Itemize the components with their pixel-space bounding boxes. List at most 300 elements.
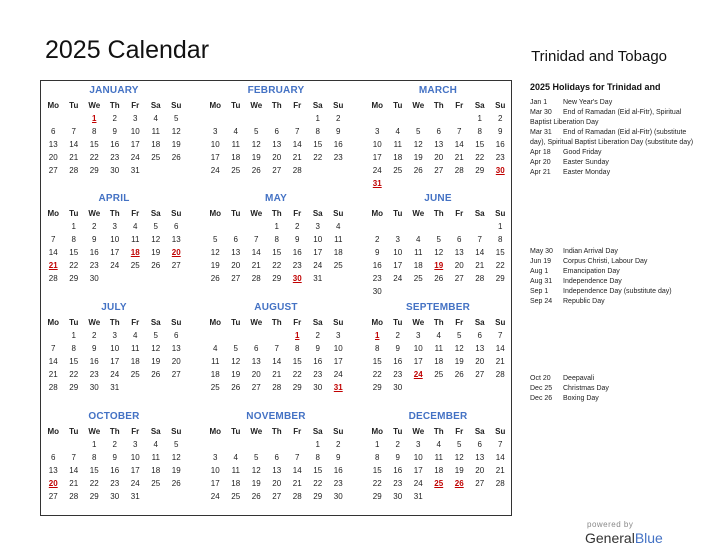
day-cell: 5 — [233, 344, 238, 353]
day-cell: 8 — [92, 453, 97, 462]
day-cell: 6 — [174, 222, 179, 231]
day-cell: 22 — [69, 370, 79, 379]
empty-cell — [267, 438, 288, 451]
day-cell: 20 — [475, 357, 485, 366]
day-cell: 2 — [92, 222, 97, 231]
weekday-header: Su — [171, 427, 182, 436]
weekday-header: Su — [495, 209, 506, 218]
empty-cell — [43, 220, 64, 233]
day-cell: 14 — [251, 248, 261, 257]
holiday-day-cell: 30 — [292, 274, 302, 283]
holiday-date: Jun 19 — [530, 258, 552, 265]
holiday-day-cell: 1 — [295, 331, 300, 340]
weekday-header: Th — [271, 101, 282, 110]
day-cell: 16 — [495, 140, 505, 149]
empty-cell — [267, 329, 288, 342]
weekday-header: Mo — [371, 209, 384, 218]
day-cell: 24 — [210, 166, 220, 175]
day-cell: 27 — [434, 166, 444, 175]
day-cell: 14 — [292, 466, 302, 475]
month-name: JULY — [101, 302, 127, 313]
day-cell: 30 — [372, 287, 382, 296]
weekday-header: Th — [109, 318, 120, 327]
weekday-header: Th — [109, 101, 120, 110]
month-days-grid — [367, 425, 509, 503]
day-cell: 28 — [495, 370, 505, 379]
day-cell: 6 — [477, 331, 482, 340]
holidays-title: 2025 Holidays for Trinidad and — [530, 82, 661, 92]
weekday-header: Tu — [69, 427, 79, 436]
day-cell: 2 — [295, 222, 300, 231]
day-cell: 28 — [292, 492, 302, 501]
day-cell: 21 — [495, 357, 505, 366]
month-days-grid — [205, 207, 347, 285]
holiday-day-cell: 19 — [434, 261, 444, 270]
day-cell: 10 — [210, 466, 220, 475]
day-cell: 24 — [372, 166, 382, 175]
day-cell: 13 — [272, 140, 282, 149]
day-cell: 10 — [130, 127, 140, 136]
day-cell: 16 — [110, 140, 120, 149]
day-cell: 1 — [274, 222, 279, 231]
day-cell: 26 — [434, 274, 444, 283]
holiday-name: End of Ramadan (Eid al-Fitr), Spiritual Baptist Liberation Day — [530, 109, 682, 126]
day-cell: 6 — [457, 235, 462, 244]
day-cell: 21 — [292, 479, 302, 488]
day-cell: 25 — [231, 166, 241, 175]
day-cell: 2 — [92, 331, 97, 340]
day-cell: 12 — [231, 357, 241, 366]
day-cell: 13 — [475, 453, 485, 462]
day-cell: 13 — [434, 140, 444, 149]
weekday-header: We — [250, 427, 263, 436]
day-cell: 8 — [375, 453, 380, 462]
day-cell: 26 — [171, 479, 181, 488]
day-cell: 18 — [231, 153, 241, 162]
holiday-day-cell: 24 — [413, 370, 423, 379]
day-cell: 6 — [477, 440, 482, 449]
day-cell: 17 — [313, 248, 323, 257]
empty-cell — [246, 112, 267, 125]
day-cell: 28 — [292, 166, 302, 175]
day-cell: 11 — [414, 248, 423, 257]
day-cell: 18 — [231, 479, 241, 488]
calendar-grid — [40, 80, 512, 516]
day-cell: 23 — [110, 153, 120, 162]
day-cell: 30 — [110, 492, 120, 501]
day-cell: 10 — [413, 344, 423, 353]
empty-cell — [408, 112, 429, 125]
day-cell: 5 — [416, 127, 421, 136]
day-cell: 16 — [89, 357, 99, 366]
day-cell: 17 — [333, 357, 343, 366]
weekday-header: Mo — [209, 101, 222, 110]
day-cell: 11 — [393, 140, 402, 149]
day-cell: 25 — [434, 370, 444, 379]
day-cell: 23 — [89, 261, 99, 270]
holiday-list-item — [530, 267, 695, 277]
day-cell: 28 — [272, 383, 282, 392]
weekday-header: Fr — [293, 101, 302, 110]
holiday-name: Independence Day — [563, 278, 622, 285]
day-cell: 10 — [130, 453, 140, 462]
holiday-date: Sep 1 — [530, 288, 549, 295]
holiday-list-item — [530, 98, 695, 108]
weekday-header: Th — [271, 318, 282, 327]
day-cell: 14 — [48, 357, 58, 366]
day-cell: 15 — [475, 140, 485, 149]
day-cell: 11 — [434, 344, 443, 353]
day-cell: 6 — [274, 453, 279, 462]
day-cell: 15 — [495, 248, 505, 257]
day-cell: 27 — [454, 274, 464, 283]
month-days-grid — [367, 316, 509, 394]
day-cell: 11 — [131, 344, 140, 353]
holiday-name: Easter Sunday — [563, 159, 609, 166]
day-cell: 30 — [89, 383, 99, 392]
day-cell: 3 — [112, 331, 117, 340]
day-cell: 18 — [434, 466, 444, 475]
day-cell: 29 — [89, 166, 99, 175]
day-cell: 19 — [151, 357, 161, 366]
day-cell: 19 — [210, 261, 220, 270]
day-cell: 26 — [251, 166, 261, 175]
empty-cell — [246, 438, 267, 451]
day-cell: 11 — [131, 235, 140, 244]
day-cell: 16 — [333, 140, 343, 149]
brand-logo — [585, 530, 663, 546]
month-name: JUNE — [424, 193, 452, 204]
weekday-header: Tu — [393, 318, 403, 327]
day-cell: 17 — [372, 153, 382, 162]
day-cell: 8 — [295, 344, 300, 353]
day-cell: 24 — [313, 261, 323, 270]
day-cell: 3 — [375, 127, 380, 136]
day-cell: 9 — [336, 127, 341, 136]
day-cell: 21 — [495, 466, 505, 475]
empty-cell — [205, 220, 226, 233]
day-cell: 2 — [336, 114, 341, 123]
day-cell: 26 — [454, 370, 464, 379]
holiday-list-group — [530, 247, 695, 307]
day-cell: 22 — [313, 153, 323, 162]
weekday-header: Th — [271, 427, 282, 436]
holiday-date: Mar 31 — [530, 129, 552, 136]
holiday-date: Dec 25 — [530, 385, 553, 392]
holiday-name: Corpus Christi, Labour Day — [563, 258, 648, 265]
day-cell: 9 — [92, 235, 97, 244]
day-cell: 30 — [393, 383, 403, 392]
day-cell: 15 — [372, 466, 382, 475]
holiday-name: Emancipation Day — [563, 268, 620, 275]
day-cell: 17 — [110, 357, 120, 366]
day-cell: 10 — [413, 453, 423, 462]
month-october — [43, 409, 185, 503]
day-cell: 13 — [475, 344, 485, 353]
day-cell: 25 — [231, 492, 241, 501]
day-cell: 8 — [315, 127, 320, 136]
day-cell: 7 — [254, 235, 259, 244]
holiday-day-cell: 1 — [92, 114, 97, 123]
day-cell: 29 — [69, 274, 79, 283]
month-february — [205, 83, 347, 177]
weekday-header: Tu — [231, 209, 241, 218]
holiday-name: Deepavali — [563, 375, 595, 382]
empty-cell — [367, 220, 388, 233]
day-cell: 22 — [372, 479, 382, 488]
day-cell: 18 — [413, 261, 423, 270]
day-cell: 20 — [48, 153, 58, 162]
day-cell: 7 — [457, 127, 462, 136]
day-cell: 27 — [48, 166, 58, 175]
weekday-header: Sa — [312, 101, 323, 110]
weekday-header: Sa — [150, 101, 161, 110]
day-cell: 17 — [413, 466, 423, 475]
holiday-date: Jan 1 — [530, 99, 548, 106]
day-cell: 18 — [151, 140, 161, 149]
day-cell: 4 — [133, 222, 138, 231]
holiday-date: Aug 31 — [530, 278, 553, 285]
day-cell: 8 — [477, 127, 482, 136]
holiday-day-cell: 30 — [495, 166, 505, 175]
month-days-grid — [43, 207, 185, 285]
day-cell: 29 — [495, 274, 505, 283]
day-cell: 17 — [393, 261, 403, 270]
day-cell: 25 — [393, 166, 403, 175]
weekday-header: Mo — [47, 101, 60, 110]
weekday-header: Fr — [293, 427, 302, 436]
holiday-list-item — [530, 257, 695, 267]
day-cell: 18 — [393, 153, 403, 162]
month-january — [43, 83, 185, 177]
day-cell: 15 — [89, 140, 99, 149]
day-cell: 20 — [272, 153, 282, 162]
day-cell: 13 — [171, 235, 181, 244]
holiday-list-group — [530, 98, 695, 178]
day-cell: 13 — [231, 248, 241, 257]
day-cell: 3 — [336, 331, 341, 340]
day-cell: 28 — [48, 383, 58, 392]
holiday-name: Independence Day (substitute day) — [563, 288, 672, 295]
day-cell: 5 — [174, 114, 179, 123]
day-cell: 4 — [153, 440, 158, 449]
day-cell: 14 — [475, 248, 485, 257]
day-cell: 11 — [434, 453, 443, 462]
month-april — [43, 191, 185, 285]
day-cell: 22 — [475, 153, 485, 162]
empty-cell — [388, 112, 409, 125]
holiday-date: Sep 24 — [530, 298, 553, 305]
day-cell: 29 — [89, 492, 99, 501]
day-cell: 22 — [89, 479, 99, 488]
day-cell: 17 — [413, 357, 423, 366]
day-cell: 22 — [272, 261, 282, 270]
day-cell: 15 — [372, 357, 382, 366]
day-cell: 22 — [313, 479, 323, 488]
country-name: Trinidad and Tobago — [531, 48, 667, 65]
holiday-name: Good Friday — [563, 149, 602, 156]
day-cell: 5 — [213, 235, 218, 244]
day-cell: 7 — [274, 344, 279, 353]
day-cell: 18 — [434, 357, 444, 366]
weekday-header: Fr — [131, 427, 140, 436]
day-cell: 13 — [48, 466, 58, 475]
day-cell: 14 — [495, 453, 505, 462]
day-cell: 7 — [295, 453, 300, 462]
day-cell: 5 — [254, 127, 259, 136]
day-cell: 26 — [151, 370, 161, 379]
day-cell: 16 — [372, 261, 382, 270]
holiday-day-cell: 1 — [375, 331, 380, 340]
month-june — [367, 191, 509, 298]
day-cell: 12 — [251, 466, 261, 475]
day-cell: 24 — [413, 479, 423, 488]
day-cell: 24 — [110, 370, 120, 379]
weekday-header: Mo — [371, 427, 384, 436]
day-cell: 6 — [51, 453, 56, 462]
day-cell: 4 — [416, 235, 421, 244]
day-cell: 17 — [130, 140, 140, 149]
holiday-day-cell: 31 — [372, 179, 382, 188]
weekday-header: Th — [109, 209, 120, 218]
day-cell: 27 — [475, 479, 485, 488]
day-cell: 26 — [151, 261, 161, 270]
month-days-grid — [43, 316, 185, 394]
holiday-name: Republic Day — [563, 298, 605, 305]
day-cell: 7 — [498, 331, 503, 340]
empty-cell — [205, 329, 226, 342]
empty-cell — [64, 112, 85, 125]
day-cell: 21 — [69, 479, 79, 488]
holiday-date: May 30 — [530, 248, 553, 255]
empty-cell — [449, 112, 470, 125]
weekday-header: Th — [433, 318, 444, 327]
weekday-header: Th — [433, 427, 444, 436]
day-cell: 23 — [372, 274, 382, 283]
day-cell: 30 — [313, 383, 323, 392]
weekday-header: We — [250, 318, 263, 327]
weekday-header: Th — [271, 209, 282, 218]
day-cell: 1 — [71, 222, 76, 231]
day-cell: 1 — [375, 440, 380, 449]
day-cell: 5 — [153, 222, 158, 231]
day-cell: 6 — [51, 127, 56, 136]
day-cell: 2 — [336, 440, 341, 449]
weekday-header: Sa — [150, 427, 161, 436]
month-name: OCTOBER — [88, 411, 140, 422]
empty-cell — [388, 220, 409, 233]
day-cell: 19 — [171, 140, 181, 149]
day-cell: 4 — [213, 344, 218, 353]
day-cell: 5 — [153, 331, 158, 340]
empty-cell — [43, 438, 64, 451]
holiday-list-item — [530, 108, 695, 128]
month-november — [205, 409, 347, 503]
weekday-header: Fr — [293, 209, 302, 218]
day-cell: 3 — [133, 114, 138, 123]
day-cell: 3 — [416, 440, 421, 449]
brand-logo-general: General — [585, 530, 635, 546]
holiday-day-cell: 20 — [48, 479, 58, 488]
day-cell: 21 — [251, 261, 261, 270]
weekday-header: Su — [495, 101, 506, 110]
day-cell: 2 — [375, 235, 380, 244]
weekday-header: Su — [171, 318, 182, 327]
weekday-header: Sa — [474, 209, 485, 218]
holiday-list-group — [530, 374, 695, 404]
month-days-grid — [43, 425, 185, 503]
day-cell: 2 — [395, 440, 400, 449]
weekday-header: Su — [171, 101, 182, 110]
weekday-header: Fr — [455, 101, 464, 110]
day-cell: 7 — [71, 127, 76, 136]
day-cell: 8 — [274, 235, 279, 244]
weekday-header: Th — [109, 427, 120, 436]
weekday-header: Fr — [455, 427, 464, 436]
month-name: DECEMBER — [408, 411, 468, 422]
brand-logo-blue: Blue — [634, 530, 663, 546]
month-name: SEPTEMBER — [405, 302, 471, 313]
day-cell: 24 — [110, 261, 120, 270]
weekday-header: We — [412, 427, 425, 436]
day-cell: 18 — [130, 357, 140, 366]
day-cell: 10 — [372, 140, 382, 149]
day-cell: 25 — [130, 370, 140, 379]
weekday-header: Th — [433, 101, 444, 110]
holiday-day-cell: 21 — [48, 261, 58, 270]
weekday-header: Su — [495, 427, 506, 436]
day-cell: 4 — [395, 127, 400, 136]
empty-cell — [287, 112, 308, 125]
day-cell: 22 — [69, 261, 79, 270]
day-cell: 22 — [495, 261, 505, 270]
holiday-list-item — [530, 394, 695, 404]
holiday-name: Indian Arrival Day — [563, 248, 618, 255]
weekday-header: We — [412, 318, 425, 327]
weekday-header: Fr — [131, 318, 140, 327]
holiday-list-item — [530, 247, 695, 257]
day-cell: 11 — [151, 453, 160, 462]
day-cell: 14 — [454, 140, 464, 149]
day-cell: 28 — [454, 166, 464, 175]
day-cell: 15 — [313, 140, 323, 149]
day-cell: 11 — [231, 140, 240, 149]
holiday-list-item — [530, 168, 695, 178]
empty-cell — [429, 112, 450, 125]
day-cell: 18 — [210, 370, 220, 379]
empty-cell — [246, 329, 267, 342]
weekday-header: Su — [333, 427, 344, 436]
weekday-header: Fr — [293, 318, 302, 327]
day-cell: 27 — [231, 274, 241, 283]
weekday-header: Sa — [312, 427, 323, 436]
day-cell: 18 — [151, 466, 161, 475]
day-cell: 2 — [112, 440, 117, 449]
day-cell: 27 — [171, 370, 181, 379]
empty-cell — [226, 112, 247, 125]
weekday-header: Mo — [209, 427, 222, 436]
weekday-header: We — [88, 427, 101, 436]
month-september — [367, 300, 509, 394]
day-cell: 13 — [171, 344, 181, 353]
month-name: MARCH — [418, 85, 458, 96]
day-cell: 12 — [454, 453, 464, 462]
weekday-header: Sa — [312, 209, 323, 218]
day-cell: 14 — [272, 357, 282, 366]
day-cell: 12 — [171, 127, 181, 136]
empty-cell — [205, 112, 226, 125]
day-cell: 13 — [454, 248, 464, 257]
